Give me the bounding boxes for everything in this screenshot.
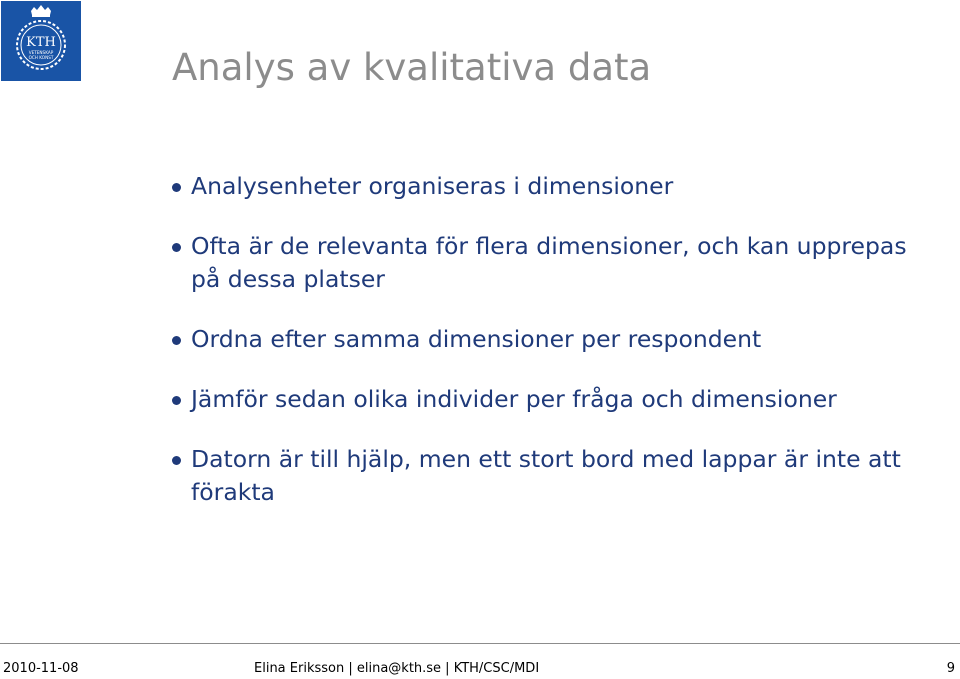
footer-date: 2010-11-08 (3, 661, 79, 676)
slide-title: Analys av kvalitativa data (172, 46, 652, 89)
bullet-item (172, 230, 932, 296)
bullet-item (172, 443, 932, 509)
kth-crest-icon (1, 1, 81, 81)
bullet-item (172, 170, 932, 203)
bullet-dot-icon (172, 456, 181, 465)
bullet-text: Ordna efter samma dimensioner per respondent (191, 325, 762, 353)
logo-subtext: OCH KONST (28, 55, 54, 60)
bullet-text: Jämför sedan olika individer per fråga och dimensioner (191, 385, 837, 413)
footer-divider (0, 643, 960, 644)
footer-author: Elina Eriksson | elina@kth.se | KTH/CSC/MDI (254, 661, 540, 676)
logo-text: KTH (26, 35, 56, 50)
bullet-dot-icon (172, 336, 181, 345)
page-number: 9 (946, 661, 955, 676)
bullet-item (172, 323, 932, 356)
bullet-dot-icon (172, 396, 181, 405)
bullet-list (172, 170, 932, 536)
bullet-text: Analysenheter organiseras i dimensioner (191, 172, 674, 200)
logo-subtext: VETENSKAP (28, 50, 54, 55)
bullet-text: Ofta är de relevanta för flera dimensioner, och kan upprepas på dessa platser (191, 232, 907, 293)
bullet-dot-icon (172, 243, 181, 252)
bullet-item (172, 383, 932, 416)
kth-logo (1, 1, 81, 81)
bullet-text: Datorn är till hjälp, men ett stort bord med lappar är inte att förakta (191, 445, 901, 506)
bullet-dot-icon (172, 183, 181, 192)
